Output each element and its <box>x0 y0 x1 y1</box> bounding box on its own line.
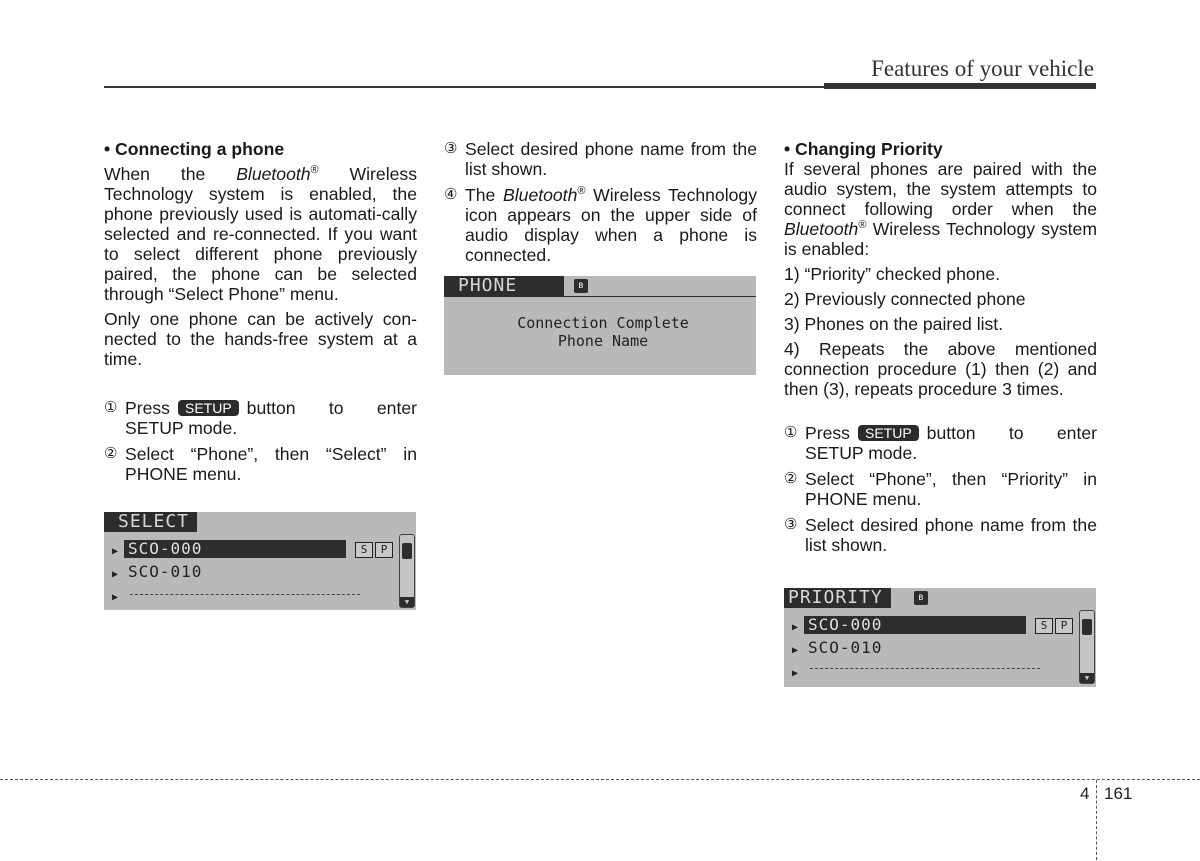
bluetooth-icon: ʙ <box>574 279 588 293</box>
lcd-list-item: ▶ SCO-010 <box>112 562 203 581</box>
column-right <box>784 139 1097 561</box>
footer-rule <box>0 779 1200 780</box>
section-heading-priority: • Changing Priority <box>784 139 943 159</box>
paragraph-connecting-intro: When the Bluetooth® Wireless Technology system is enabled, the phone previously used is automati-cally selected and re-connected. If you want to select different phone previously paired, the phone can be selected through “Select Phone” menu. <box>104 164 417 304</box>
list-item-repeat: 4) Repeats the above mentioned connection procedure (1) then (2) and then (3), repeats procedure 3 times. <box>784 339 1097 399</box>
bluetooth-icon: ʙ <box>914 591 928 605</box>
lcd-scrollbar: ▼ <box>399 534 415 608</box>
priority-order-list <box>784 264 1097 334</box>
lcd-phone-display <box>444 276 756 375</box>
step-1-setup: ① Press SETUP button to enter SETUP mode. <box>104 398 417 438</box>
setup-button-label: SETUP <box>178 400 239 416</box>
lcd-list-item: ▶ <box>112 592 119 603</box>
lcd-message-line-1: Connection Complete <box>517 314 689 332</box>
page-number: 161 <box>1104 784 1133 803</box>
tag-s: S <box>1035 618 1053 634</box>
column-middle <box>444 139 757 271</box>
chapter-number: 4 <box>1080 784 1090 803</box>
lcd-empty-slot <box>810 668 1040 669</box>
column-left <box>104 139 417 490</box>
list-item: 3) Phones on the paired list. <box>784 314 1004 334</box>
footer-divider <box>1096 780 1097 860</box>
lcd-message-line-2: Phone Name <box>557 332 649 350</box>
lcd-scrollbar: ▼ <box>1079 610 1095 684</box>
step-4-bt-icon: ④ The Bluetooth® Wireless Technology icon appears on the upper side of audio display when a phone is connected. <box>444 185 757 265</box>
page-header-title: Features of your vehicle <box>871 56 1094 81</box>
tag-p: P <box>1055 618 1073 634</box>
lcd-list-item: ▶ SCO-000 <box>792 616 1026 634</box>
lcd-list-item: ▶ <box>792 668 799 679</box>
list-item: 1) “Priority” checked phone. <box>784 264 1001 284</box>
step-1-setup: ① Press SETUP button to enter SETUP mode. <box>784 423 1097 463</box>
step-3-select-name: ③ Select desired phone name from the list shown. <box>444 139 757 179</box>
header-rule-accent <box>824 83 1096 89</box>
lcd-title: PHONE <box>444 276 564 296</box>
lcd-empty-slot <box>130 594 360 595</box>
setup-button-label: SETUP <box>858 425 919 441</box>
lcd-list-item: ▶ SCO-000 <box>112 540 346 558</box>
lcd-priority-display <box>784 588 1096 687</box>
step-2-select: ② Select “Phone”, then “Select” in PHONE menu. <box>104 444 417 484</box>
paragraph-priority-intro: If several phones are paired with the audio system, the system attempts to connect following order when the Bluetooth® Wireless Technology system is enabled: <box>784 159 1097 259</box>
section-heading-connecting: • Connecting a phone <box>104 139 285 159</box>
list-item: 2) Previously connected phone <box>784 289 1026 309</box>
tag-p: P <box>375 542 393 558</box>
lcd-title: SELECT <box>104 512 197 532</box>
step-3-select-name: ③ Select desired phone name from the list shown. <box>784 515 1097 555</box>
lcd-list-item: ▶ SCO-010 <box>792 638 883 657</box>
lcd-title: PRIORITY <box>784 588 891 608</box>
step-2-priority: ② Select “Phone”, then “Priority” in PHONE menu. <box>784 469 1097 509</box>
paragraph-one-phone: Only one phone can be actively con-nected to the hands-free system at a time. <box>104 309 417 369</box>
lcd-select-display <box>104 512 416 610</box>
tag-s: S <box>355 542 373 558</box>
